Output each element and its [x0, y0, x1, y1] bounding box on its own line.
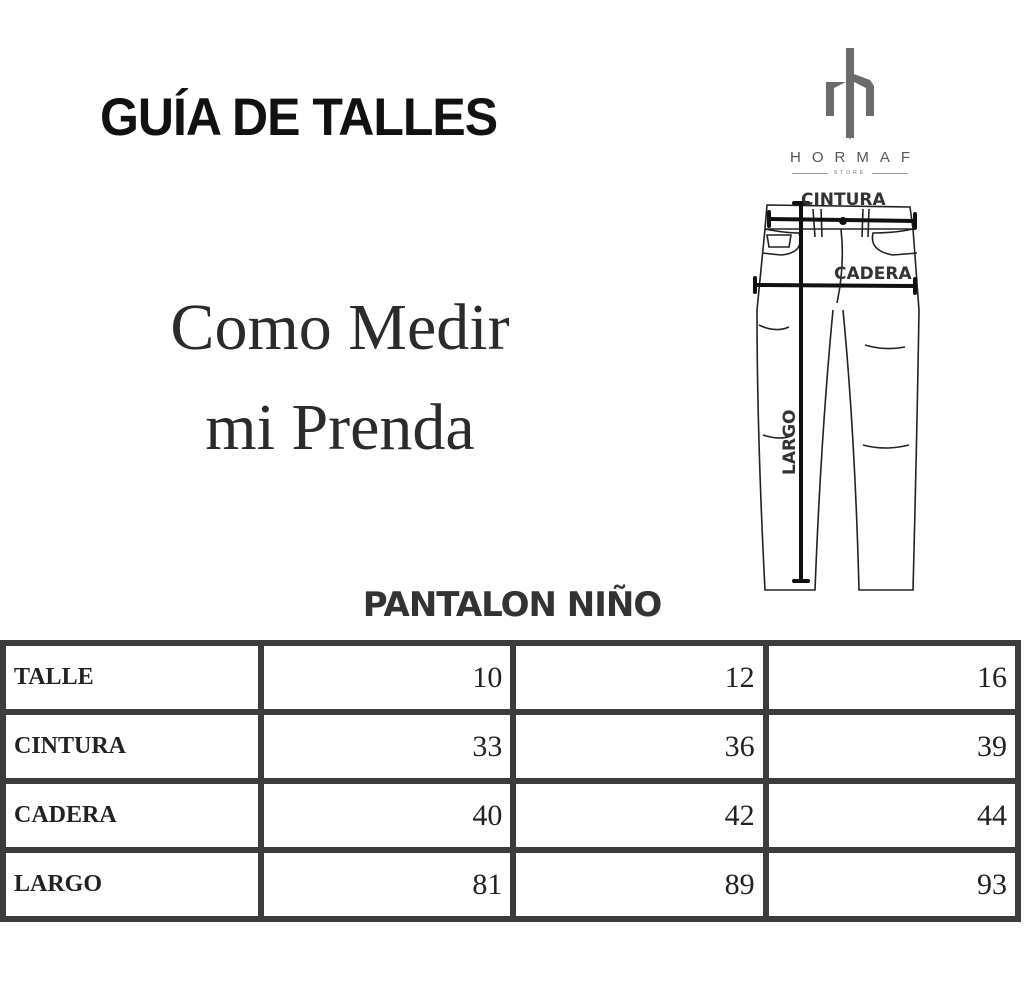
brand-logo: [755, 48, 945, 176]
table-cell: 10: [261, 643, 513, 712]
table-cell: 12: [513, 643, 765, 712]
row-label: CADERA: [3, 781, 261, 850]
row-label: CINTURA: [3, 712, 261, 781]
table-row-talle: [3, 643, 1018, 712]
tagline-divider-right: [872, 173, 908, 174]
brand-name: HORMAF: [790, 149, 921, 166]
page-title: GUÍA DE TALLES: [100, 87, 498, 147]
table-cell: 93: [766, 850, 1018, 919]
size-chart-table: [0, 640, 1021, 922]
table-cell: 36: [513, 712, 765, 781]
brand-tagline: STORE: [833, 170, 867, 176]
table-cell: 42: [513, 781, 765, 850]
tagline-divider-left: [792, 173, 828, 174]
row-label: TALLE: [3, 643, 261, 712]
table-row-largo: [3, 850, 1018, 919]
table-cell: 89: [513, 850, 765, 919]
table-cell: 40: [261, 781, 513, 850]
brand-tagline-row: [755, 170, 945, 176]
subtitle-line-1: Como Medir: [170, 291, 510, 364]
table-cell: 16: [766, 643, 1018, 712]
mh-monogram-icon: [820, 48, 880, 140]
hip-label: CADERA: [834, 264, 912, 284]
table-cell: 39: [766, 712, 1018, 781]
waist-label: CINTURA: [801, 190, 886, 210]
subtitle-line-2: mi Prenda: [205, 391, 475, 464]
table-title: PANTALON NIÑO: [362, 585, 662, 625]
table-cell: 81: [261, 850, 513, 919]
table-row-cadera: [3, 781, 1018, 850]
row-label: LARGO: [3, 850, 261, 919]
how-to-measure-heading: [150, 278, 530, 478]
table-cell: 33: [261, 712, 513, 781]
length-label: LARGO: [780, 409, 800, 475]
table-cell: 44: [766, 781, 1018, 850]
table-row-cintura: [3, 712, 1018, 781]
pants-outline-icon: [745, 185, 925, 610]
